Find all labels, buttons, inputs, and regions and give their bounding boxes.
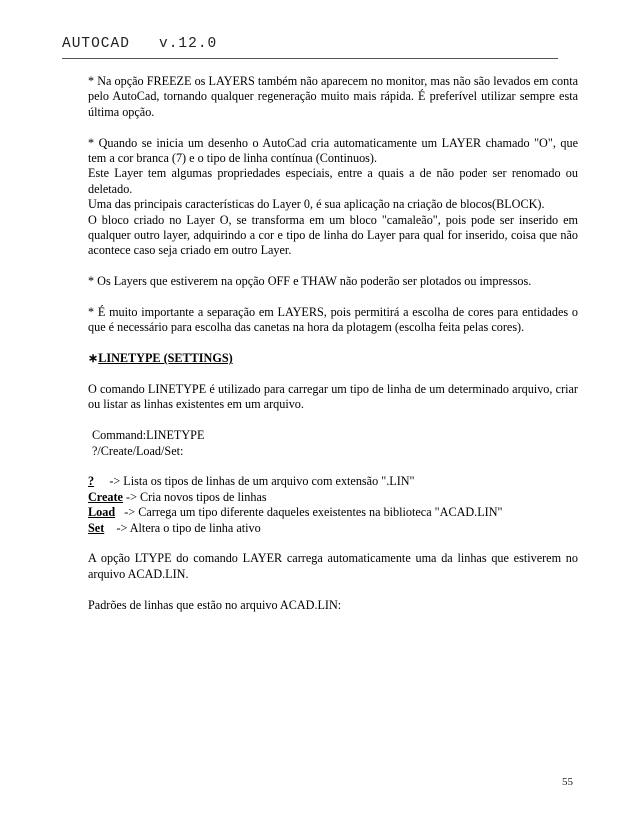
paragraph-layer-zero-blocks: Uma das principais características do Layer 0, é sua aplicação na criação de blocos(BLOCK).: [88, 197, 545, 212]
paragraph-layer-separation: * É muito importante a separação em LAYERS, pois permitirá a escolha de cores para entidades o que é necessário para escolha das canetas na hora da plotagem (escolha feita pelas cores).: [88, 305, 578, 335]
option-desc: -> Cria novos tipos de linhas: [122, 489, 267, 504]
header-divider: [62, 58, 558, 59]
page-body: [88, 74, 578, 613]
section-heading: [88, 351, 578, 366]
running-header: AUTOCAD v.12.0: [62, 36, 218, 52]
option-key: ?: [88, 474, 95, 489]
option-key: Load: [88, 505, 116, 520]
option-row: [88, 474, 578, 489]
option-row: [88, 521, 578, 536]
paragraph-off-thaw: * Os Layers que estiverem na opção OFF e THAW não poderão ser plotados ou impressos.: [88, 274, 532, 289]
paragraph-layer-zero-properties: Este Layer tem algumas propriedades especiais, entre a quais a de não poder ser renomado ou deletado.: [88, 166, 578, 196]
option-desc: -> Lista os tipos de linhas de um arquivo com extensão ".LIN": [94, 474, 415, 489]
option-desc: -> Altera o tipo de linha ativo: [104, 520, 261, 535]
paragraph-layer-zero: * Quando se inicia um desenho o AutoCad cria automaticamente um LAYER chamado "O", que tem a cor branca (7) e o tipo de linha contínua (Continuos).: [88, 135, 578, 166]
section-title: LINETYPE (SETTINGS): [98, 351, 233, 366]
option-key: Set: [88, 520, 105, 535]
paragraph-linetype-intro: O comando LINETYPE é utilizado para carregar um tipo de linha de um determinado arquivo, criar ou listar as linhas existentes em um arquivo.: [88, 382, 578, 412]
option-row: [88, 505, 578, 520]
command-line-2: ?/Create/Load/Set:: [92, 443, 184, 458]
option-row: [88, 490, 578, 505]
page-number: 55: [562, 776, 573, 788]
option-desc: -> Carrega um tipo diferente daqueles exeistentes na biblioteca "ACAD.LIN": [115, 505, 503, 520]
option-key: Create: [88, 489, 123, 504]
paragraph-chameleon-block: O bloco criado no Layer O, se transforma em um bloco "camaleão", pois pode ser inserido em qualquer outro layer, adquirindo a cor e tipo de linha do Layer para qual for inserido, coisa que não acontece caso seja criado em outro Layer.: [88, 212, 578, 258]
paragraph-freeze: * Na opção FREEZE os LAYERS também não aparecem no monitor, mas não são levados em conta pelo AutoCad, tornando qualquer regeneração muito mais rápida. É preferível utilizar sempre esta última opção.: [88, 74, 578, 119]
bullet-star-icon: ∗: [88, 351, 99, 366]
paragraph-ltype: A opção LTYPE do comando LAYER carrega automaticamente uma da linhas que estiverem no arquivo ACAD.LIN.: [88, 551, 578, 581]
paragraph-patterns: Padrões de linhas que estão no arquivo ACAD.LIN:: [88, 597, 342, 612]
command-line-1: Command:LINETYPE: [92, 428, 205, 443]
